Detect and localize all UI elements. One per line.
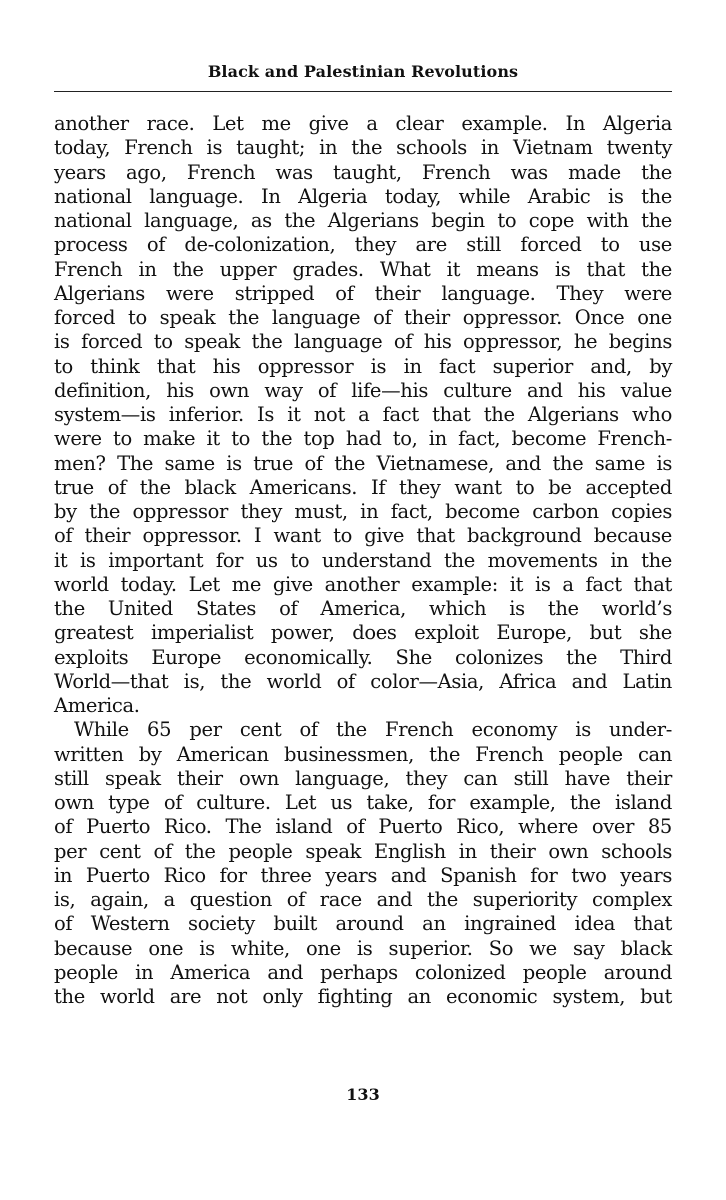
text-line: men? The same is true of the Vietnamese, and the same is (54, 451, 672, 475)
running-head: Black and Palestinian Revolutions (207, 62, 519, 81)
text-line: because one is white, one is superior. So we say black (54, 936, 672, 960)
text-line: greatest imperialist power, does exploit Europe, but she (54, 621, 672, 645)
text-line: national language. In Algeria today, while Arabic is the (54, 184, 672, 208)
body-text (54, 112, 672, 1009)
text-line: is, again, a question of race and the superiority complex (54, 888, 672, 911)
text-line: the United States of America, which is the world’s (54, 597, 672, 620)
text-line: today, French is taught; in the schools in Vietnam twenty (54, 136, 672, 160)
text-line: of Western society built around an ingrained idea that (54, 912, 672, 936)
text-line: the world are not only fighting an economic system, but (54, 985, 672, 1008)
text-line: per cent of the people speak English in their own schools (54, 839, 672, 863)
text-line: process of de-colonization, they are still forced to use (54, 233, 672, 257)
text-line: America. (54, 694, 140, 717)
text-line: another race. Let me give a clear example. In Algeria (54, 112, 672, 135)
text-line: is forced to speak the language of his oppressor, he begins (54, 330, 672, 354)
text-line: by the oppressor they must, in fact, become carbon copies (54, 500, 672, 523)
text-line: world today. Let me give another example: it is a fact that (54, 572, 672, 596)
text-line: French in the upper grades. What it means is that the (54, 257, 672, 281)
text-line: people in America and perhaps colonized people around (54, 960, 672, 984)
text-line: years ago, French was taught, French was made the (54, 160, 672, 184)
text-line: of their oppressor. I want to give that background because (54, 524, 672, 548)
page-number: 133 (346, 1085, 380, 1104)
text-line: system—is inferior. Is it not a fact that the Algerians who (54, 403, 672, 426)
text-line: exploits Europe economically. She colonizes the Third (54, 645, 672, 669)
text-line: forced to speak the language of their oppressor. Once one (54, 306, 672, 329)
text-line: of Puerto Rico. The island of Puerto Rico, where over 85 (54, 815, 672, 839)
text-line: were to make it to the top had to, in fact, become French- (54, 427, 672, 451)
text-line: it is important for us to understand the movements in the (54, 548, 672, 572)
text-line: national language, as the Algerians begin to cope with the (54, 209, 672, 232)
text-line: While 65 per cent of the French economy is under- (74, 718, 672, 742)
text-line: to think that his oppressor is in fact superior and, by (54, 354, 672, 378)
text-line: definition, his own way of life—his culture and his value (54, 378, 672, 402)
text-line: in Puerto Rico for three years and Spanish for two years (54, 863, 672, 887)
text-line: World—that is, the world of color—Asia, Africa and Latin (54, 669, 672, 693)
text-line: own type of culture. Let us take, for example, the island (54, 791, 672, 814)
text-line: written by American businessmen, the French people can (54, 742, 672, 766)
header-rule (54, 91, 672, 92)
text-line: still speak their own language, they can still have their (54, 766, 672, 790)
text-line: true of the black Americans. If they want to be accepted (54, 475, 672, 499)
text-line: Algerians were stripped of their language. They were (54, 281, 672, 305)
